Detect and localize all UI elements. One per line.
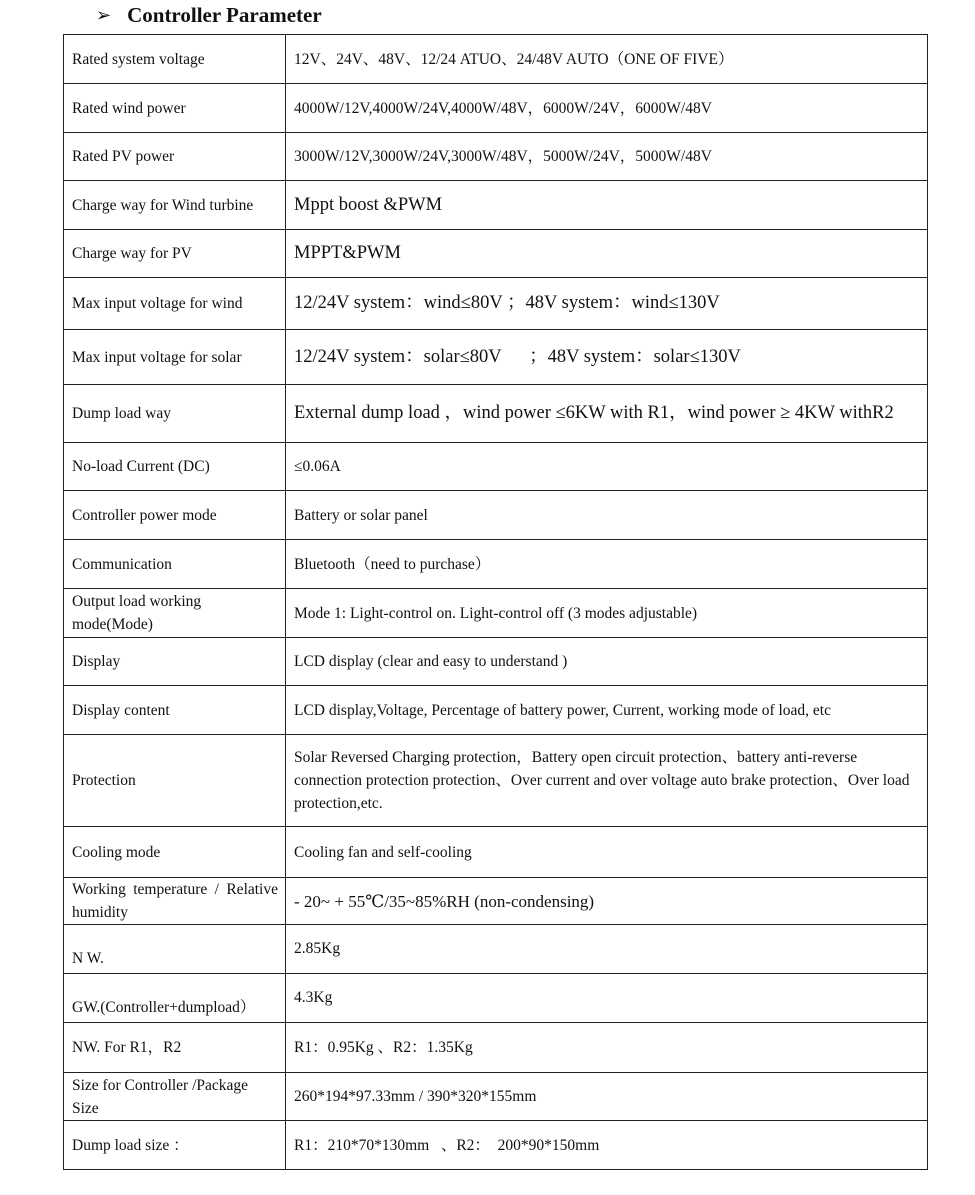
param-value: 12/24V system：solar≤80V ；48V system：solar≤130V (286, 330, 928, 385)
param-label: Charge way for Wind turbine (64, 181, 286, 230)
param-value: MPPT&PWM (286, 230, 928, 278)
param-label: Display (64, 638, 286, 686)
table-row (64, 1121, 928, 1170)
param-label: Controller power mode (64, 491, 286, 540)
table-row (64, 878, 928, 925)
table-row (64, 540, 928, 589)
param-value: Battery or solar panel (286, 491, 928, 540)
table-row (64, 278, 928, 330)
param-label: N W. (64, 925, 286, 974)
table-row (64, 638, 928, 686)
param-value: Solar Reversed Charging protection，Battery open circuit protection、battery anti-reverse connection protection protection、Over current and over voltage auto brake protection、Over load protection,etc. (286, 735, 928, 827)
table-row (64, 925, 928, 974)
param-label: Dump load size ： (64, 1121, 286, 1170)
param-label: Rated system voltage (64, 35, 286, 84)
table-row (64, 974, 928, 1023)
param-value: 2.85Kg (286, 925, 928, 974)
param-value: Bluetooth（need to purchase） (286, 540, 928, 589)
param-label: Display content (64, 686, 286, 735)
param-label: Dump load way (64, 385, 286, 443)
param-label: Working temperature / Relative humidity (64, 878, 286, 925)
table-row (64, 686, 928, 735)
param-value: 12/24V system：wind≤80V ；48V system：wind≤130V (286, 278, 928, 330)
param-value: 3000W/12V,3000W/24V,3000W/48V，5000W/24V，5000W/48V (286, 133, 928, 181)
param-value: 4.3Kg (286, 974, 928, 1023)
table-row (64, 133, 928, 181)
param-value: Mppt boost &PWM (286, 181, 928, 230)
param-value: 4000W/12V,4000W/24V,4000W/48V，6000W/24V，6000W/48V (286, 84, 928, 133)
param-value: 260*194*97.33mm / 390*320*155mm (286, 1073, 928, 1121)
table-row (64, 35, 928, 84)
controller-parameter-table (63, 34, 928, 1170)
param-value: External dump load ，wind power ≤6KW with R1，wind power ≥ 4KW withR2 (286, 385, 928, 443)
param-label: Protection (64, 735, 286, 827)
table-row (64, 443, 928, 491)
param-label: NW. For R1，R2 (64, 1023, 286, 1073)
table-row (64, 735, 928, 827)
param-value: Mode 1: Light-control on. Light-control off (3 modes adjustable) (286, 589, 928, 638)
arrow-bullet-icon: ➢ (96, 5, 112, 26)
param-value: LCD display,Voltage, Percentage of battery power, Current, working mode of load, etc (286, 686, 928, 735)
param-value: ≤0.06A (286, 443, 928, 491)
param-label: Output load working mode(Mode) (64, 589, 286, 638)
table-row (64, 84, 928, 133)
param-value: - 20~ + 55℃/35~85%RH (non-condensing) (286, 878, 928, 925)
table-row (64, 1023, 928, 1073)
param-value: R1：0.95Kg 、R2：1.35Kg (286, 1023, 928, 1073)
param-label: Max input voltage for solar (64, 330, 286, 385)
param-label: Communication (64, 540, 286, 589)
param-value: LCD display (clear and easy to understand ) (286, 638, 928, 686)
section-heading (96, 3, 322, 28)
table-row (64, 491, 928, 540)
param-label: GW.(Controller+dumpload） (64, 974, 286, 1023)
table-row (64, 181, 928, 230)
param-label: Max input voltage for wind (64, 278, 286, 330)
table-row (64, 230, 928, 278)
param-label: No-load Current (DC) (64, 443, 286, 491)
table-row (64, 827, 928, 878)
param-value: Cooling fan and self-cooling (286, 827, 928, 878)
param-label: Rated wind power (64, 84, 286, 133)
param-label: Rated PV power (64, 133, 286, 181)
param-value: 12V、24V、48V、12/24 ATUO、24/48V AUTO（ONE OF FIVE） (286, 35, 928, 84)
param-label: Cooling mode (64, 827, 286, 878)
table-row (64, 330, 928, 385)
param-label: Size for Controller /Package Size (64, 1073, 286, 1121)
table-row (64, 385, 928, 443)
table-row (64, 589, 928, 638)
table-row (64, 1073, 928, 1121)
page-title: Controller Parameter (127, 3, 322, 27)
param-value: R1：210*70*130mm 、R2： 200*90*150mm (286, 1121, 928, 1170)
param-label: Charge way for PV (64, 230, 286, 278)
